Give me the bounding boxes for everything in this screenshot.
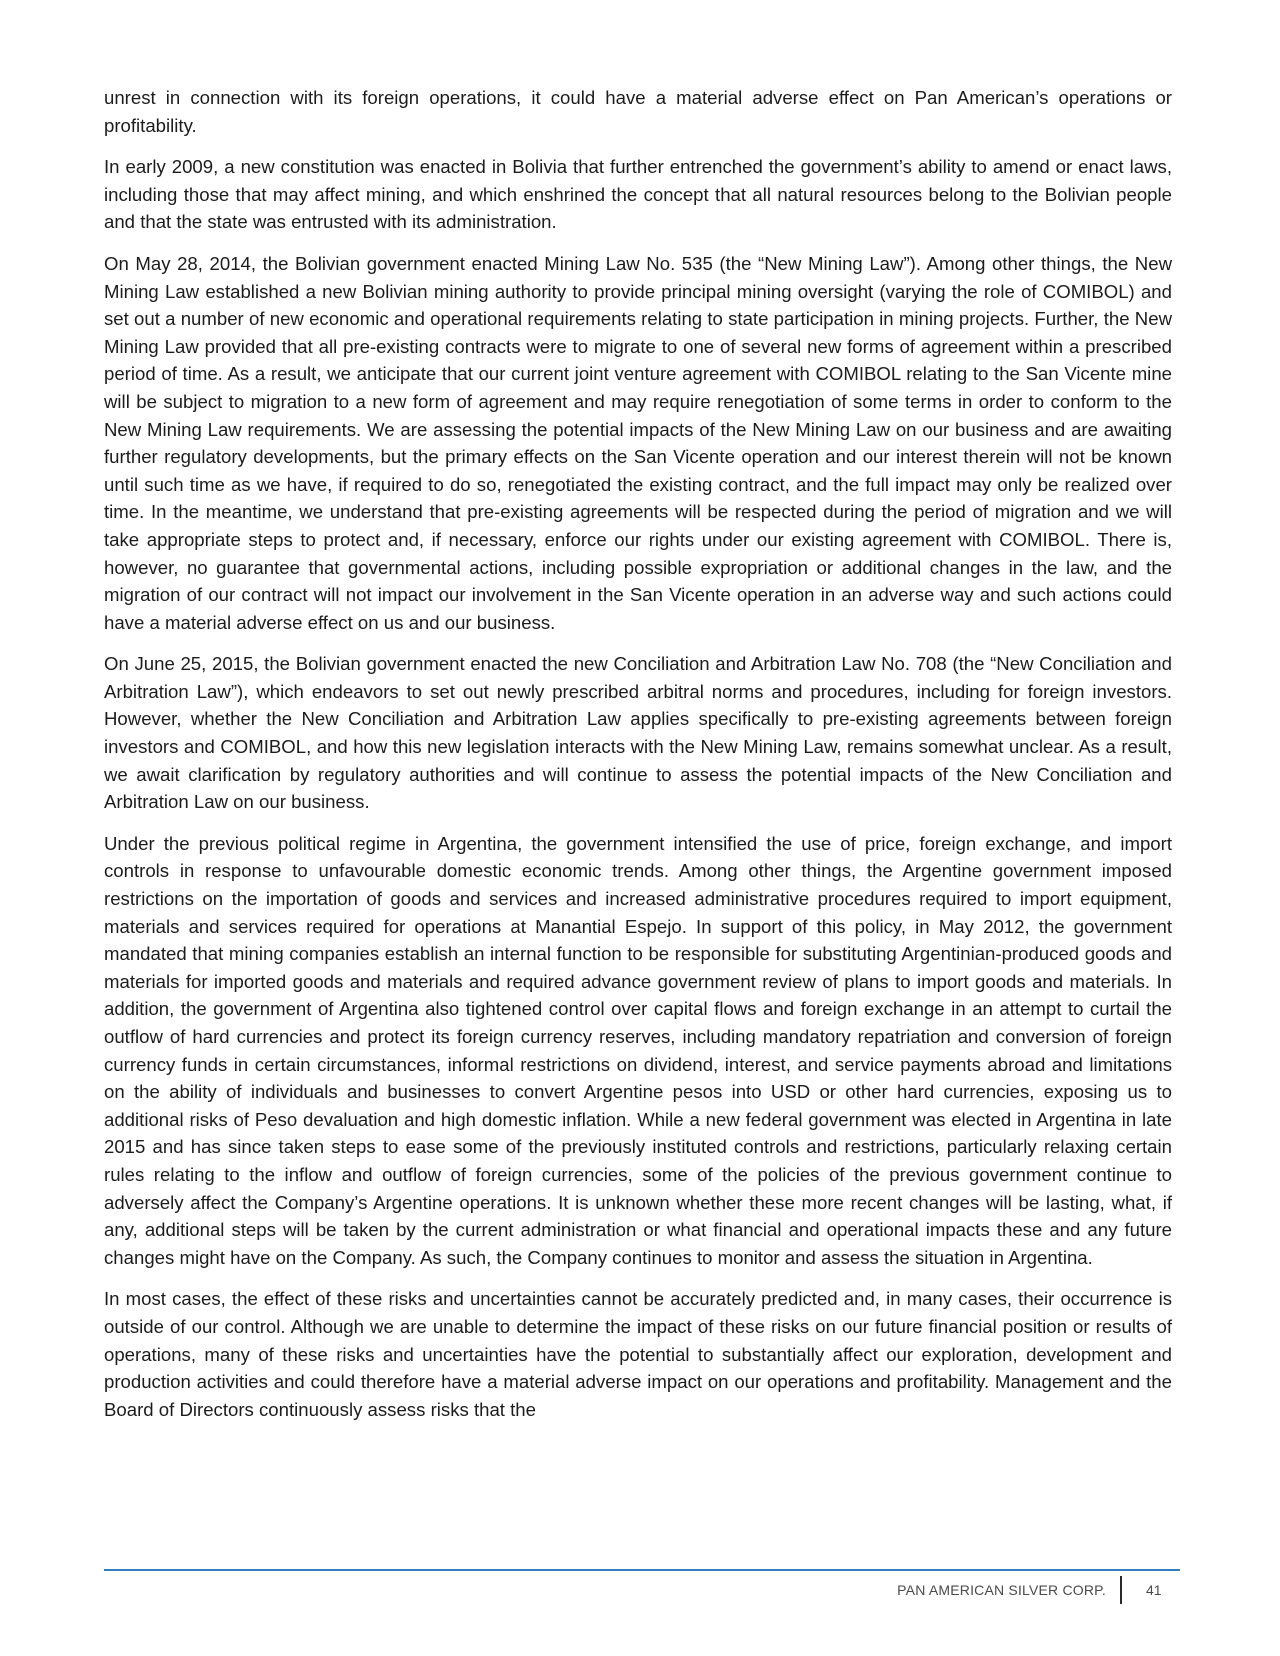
paragraph-argentina: Under the previous political regime in Argentina, the government intensified the use of price, foreign exchange, and import controls in response to unfavourable domestic economic trends. Among other things, the Argentine government imposed restrictions on the importation of goods and services and increased administrative procedures required to import equipment, materials and services required for operations at Manantial Espejo. In support of this policy, in May 2012, the government mandated that mining companies establish an internal function to be responsible for substituting Argentinian-produced goods and materials for imported goods and materials and required advance government review of plans to import goods and materials. In addition, the government of Argentina also tightened control over capital flows and foreign exchange in an attempt to curtail the outflow of hard currencies and protect its foreign currency reserves, including mandatory repatriation and conversion of foreign currency funds in certain circumstances, informal restrictions on dividend, interest, and service payments abroad and limitations on the ability of individuals and businesses to convert Argentine pesos into USD or other hard currencies, exposing us to additional risks of Peso devaluation and high domestic inflation. While a new federal government was elected in Argentina in late 2015 and has since taken steps to ease some of the previously instituted controls and restrictions, particularly relaxing certain rules relating to the inflow and outflow of foreign currencies, some of the policies of the previous government continue to adversely affect the Company’s Argentine operations. It is unknown whether these more recent changes will be lasting, what, if any, additional steps will be taken by the current administration or what financial and operational impacts these and any future changes might have on the Company. As such, the Company continues to monitor and assess the situation in Argentina.: [104, 832, 1172, 1268]
paragraph-new-mining-law: On May 28, 2014, the Bolivian government enacted Mining Law No. 535 (the “New Mining Law”). Among other things, the New Mining Law established a new Bolivian mining authority to provide principal mining oversight (varying the role of COMIBOL) and set out a number of new economic and operational requirements relating to state participation in mining projects. Further, the New Mining Law provided that all pre-existing contracts were to migrate to one of several new forms of agreement within a prescribed period of time. As a result, we anticipate that our current joint venture agreement with COMIBOL relating to the San Vicente mine will be subject to migration to a new form of agreement and may require renegotiation of some terms in order to conform to the New Mining Law requirements. We are assessing the potential impacts of the New Mining Law on our business and are awaiting further regulatory developments, but the primary effects on the San Vicente operation and our interest therein will not be known until such time as we have, if required to do so, renegotiated the existing contract, and the full impact may only be realized over time. In the meantime, we understand that pre-existing agreements will be respected during the period of migration and we will take appropriate steps to protect and, if necessary, enforce our rights under our existing agreement with COMIBOL. There is, however, no guarantee that governmental actions, including possible expropriation or additional changes in the law, and the migration of our contract will not impact our involvement in the San Vicente operation in an adverse way and such actions could have a material adverse effect on us and our business.: [104, 252, 1172, 633]
footer-company-name: PAN AMERICAN SILVER CORP.: [897, 1582, 1106, 1598]
footer-rule: [104, 1569, 1180, 1571]
paragraph-arbitration-law: On June 25, 2015, the Bolivian government enacted the new Conciliation and Arbitration Law No. 708 (the “New Conciliation and Arbitration Law”), which endeavors to set out newly prescribed arbitral norms and procedures, including for foreign investors. However, whether the New Conciliation and Arbitration Law applies specifically to pre-existing agreements between foreign investors and COMIBOL, and how this new legislation interacts with the New Mining Law, remains somewhat unclear. As a result, we await clarification by regulatory authorities and will continue to assess the potential impacts of the New Conciliation and Arbitration Law on our business.: [104, 653, 1172, 813]
footer-separator: [1120, 1576, 1122, 1604]
page-footer: [104, 1576, 1172, 1604]
paragraph-bolivia-constitution: In early 2009, a new constitution was enacted in Bolivia that further entrenched the government’s ability to amend or enact laws, including those that may affect mining, and which enshrined the concept that all natural resources belong to the Bolivian people and that the state was entrusted with its administration.: [104, 156, 1172, 233]
page-body: [104, 84, 1172, 1437]
page-number: 41: [1146, 1582, 1162, 1598]
paragraph-risk-summary: In most cases, the effect of these risks and uncertainties cannot be accurately predicted and, in many cases, their occurrence is outside of our control. Although we are unable to determine the impact of these risks on our future financial position or results of operations, many of these risks and uncertainties have the potential to substantially affect our exploration, development and production activities and could therefore have a material adverse impact on our operations and profitability. Management and the Board of Directors continuously assess risks that the: [104, 1288, 1172, 1420]
paragraph-continuation: unrest in connection with its foreign operations, it could have a material adverse effect on Pan American’s operations or profitability.: [104, 87, 1172, 136]
